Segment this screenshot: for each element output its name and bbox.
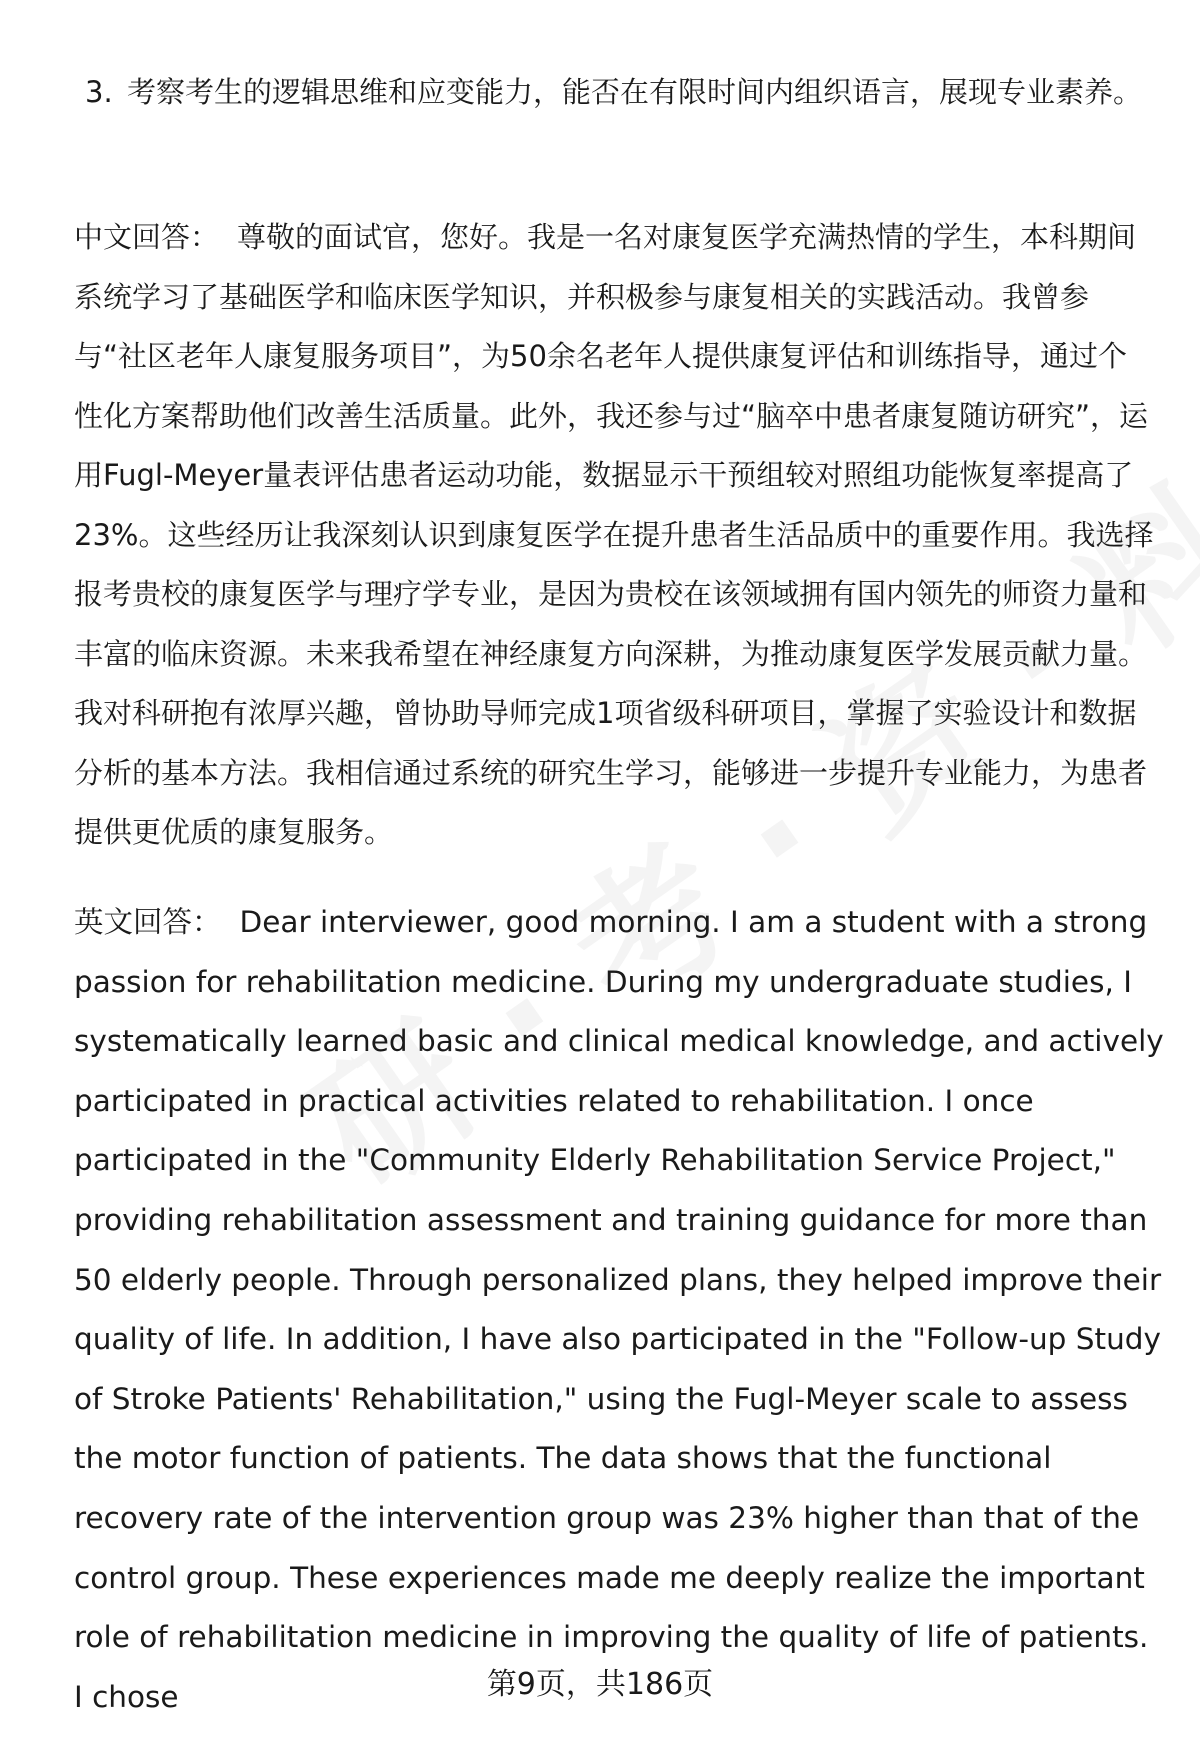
english-answer-text: Dear interviewer, good morning. I am a student with a strong passion for rehabilitation medicine. During my undergraduate studies, I systematically learned basic and clinical medical knowledge, and actively participated in practical activities related to rehabilitation. I once participated in the "Community Elderly Rehabilitation Service Project," providing rehabilitation assessment and training guidance for more than 50 elderly people. Through personalized plans, they helped improve their quality of life. In addition, I have also participated in the "Follow-up Study of Stroke Patients' Rehabilitation," using the Fugl-Meyer scale to assess the motor function of patients. The data shows that the functional recovery rate of the intervention group was 23% higher than that of the control group. These experiences made me deeply realize the important role of rehabilitation medicine in improving the quality of life of patients. I chose xyxy=(74,905,1164,1714)
chinese-answer-text: 尊敬的面试官，您好。我是一名对康复医学充满热情的学生，本科期间系统学习了基础医学和临床医学知识，并积极参与康复相关的实践活动。我曾参与“社区老年人康复服务项目”，为50余名老年人提供康复评估和训练指导，通过个性化方案帮助他们改善生活质量。此外，我还参与过“脑卒中患者康复随访研究”，运用Fugl-Meyer量表评估患者运动功能，数据显示干预组较对照组功能恢复率提高了23%。这些经历让我深刻认识到康复医学在提升患者生活品质中的重要作用。我选择报考贵校的康复医学与理疗学专业，是因为贵校在该领域拥有国内领先的师资力量和丰富的临床资源。未来我希望在神经康复方向深耕，为推动康复医学发展贡献力量。我对科研抱有浓厚兴趣，曾协助导师完成1项省级科研项目，掌握了实验设计和数据分析的基本方法。我相信通过系统的研究生学习，能够进一步提升专业能力，为患者提供更优质的康复服务。 xyxy=(74,220,1154,849)
chinese-answer-label: 中文回答： xyxy=(74,220,220,254)
english-answer-paragraph xyxy=(74,893,1164,1727)
list-item-text: 考察考生的逻辑思维和应变能力，能否在有限时间内组织语言，展现专业素养。 xyxy=(127,75,1143,109)
list-item-3 xyxy=(85,62,1145,122)
list-item-number: 3. xyxy=(85,75,113,109)
page-footer xyxy=(0,1665,1200,1705)
english-answer-label: 英文回答： xyxy=(74,905,222,939)
chinese-answer-paragraph xyxy=(74,208,1154,863)
page-indicator: 第9页，共186页 xyxy=(486,1667,714,1702)
